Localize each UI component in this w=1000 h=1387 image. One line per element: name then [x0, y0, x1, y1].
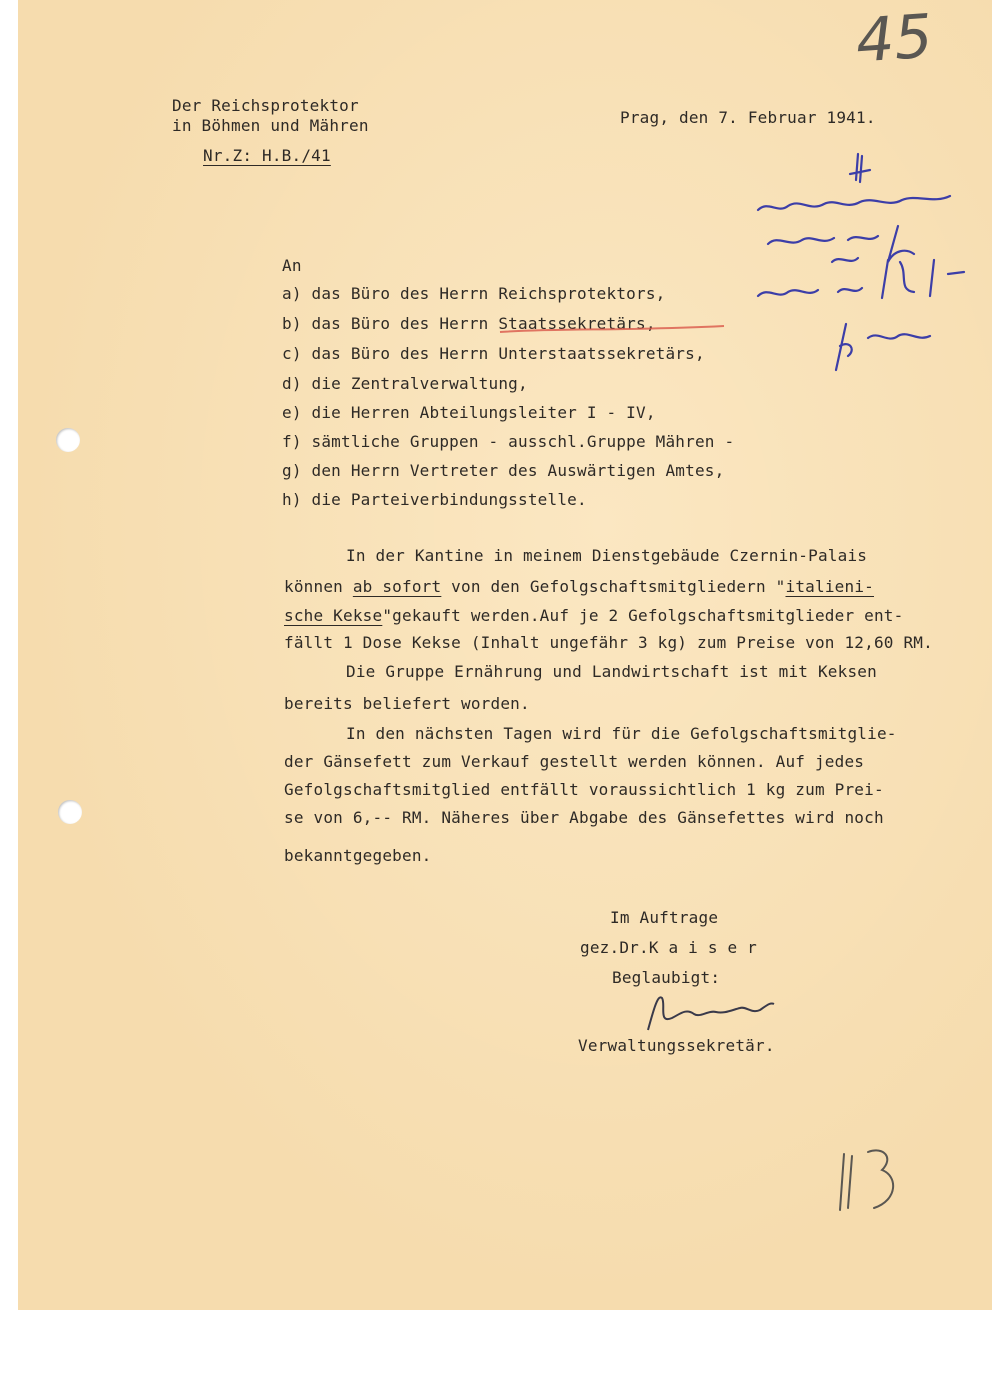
sender-line-1: Der Reichsprotektor: [172, 96, 359, 115]
handwritten-signature: [628, 988, 778, 1038]
punch-hole-top: [56, 428, 80, 452]
recipient-item: b) das Büro des Herrn Staatssekretärs,: [282, 314, 656, 333]
recipient-item: d) die Zentralverwaltung,: [282, 374, 528, 393]
place-date: Prag, den 7. Februar 1941.: [620, 108, 876, 127]
recipient-item: f) sämtliche Gruppen - ausschl.Gruppe Mähren -: [282, 432, 735, 451]
recipient-item: h) die Parteiverbindungsstelle.: [282, 490, 587, 509]
recipient-item: c) das Büro des Herrn Unterstaatssekretärs,: [282, 344, 705, 363]
body-line: fällt 1 Dose Kekse (Inhalt ungefähr 3 kg) zum Preise von 12,60 RM.: [284, 633, 933, 652]
body-line: bereits beliefert worden.: [284, 694, 530, 713]
page-number: 45: [853, 1, 935, 77]
underlined-ab-sofort: ab sofort: [352, 577, 442, 596]
closing-line: Im Auftrage: [610, 908, 719, 927]
body-line: der Gänsefett zum Verkauf gestellt werden können. Auf jedes: [284, 752, 865, 771]
sender-line-2: in Böhmen und Mähren: [172, 116, 369, 135]
body-line: bekanntgegeben.: [284, 846, 432, 865]
body-line: In der Kantine in meinem Dienstgebäude Czernin-Palais: [346, 546, 868, 565]
body-line: Die Gruppe Ernährung und Landwirtschaft ist mit Keksen: [346, 662, 877, 681]
recipient-intro: An: [282, 256, 302, 275]
recipient-item: e) die Herren Abteilungsleiter I - IV,: [282, 403, 656, 422]
pencil-mark: [818, 1140, 918, 1220]
reference-number: Nr.Z: H.B./41: [203, 146, 331, 165]
body-line: In den nächsten Tagen wird für die Gefolgschaftsmitglie-: [346, 724, 897, 743]
document-page: [18, 0, 992, 1310]
underlined-italienische: italieni-: [785, 577, 874, 596]
body-line: können ab sofort von den Gefolgschaftsmitgliedern "italieni-: [284, 577, 874, 596]
red-pencil-underline: [498, 322, 728, 338]
body-line: Gefolgschaftsmitglied entfällt voraussichtlich 1 kg zum Prei-: [284, 780, 884, 799]
body-line: sche Kekse"gekauft werden.Auf je 2 Gefolgschaftsmitglieder ent-: [284, 606, 904, 625]
closing-certified: Beglaubigt:: [612, 968, 721, 987]
punch-hole-bottom: [58, 800, 82, 824]
underlined-kekse: sche Kekse: [284, 606, 383, 625]
handwritten-receipt-annotation: [738, 150, 988, 390]
body-line: se von 6,-- RM. Näheres über Abgabe des Gänsefettes wird noch: [284, 808, 884, 827]
recipient-item: a) das Büro des Herrn Reichsprotektors,: [282, 284, 666, 303]
closing-title: Verwaltungssekretär.: [578, 1036, 775, 1055]
recipient-item: g) den Herrn Vertreter des Auswärtigen Amtes,: [282, 461, 725, 480]
closing-signatory: gez.Dr.K a i s e r: [580, 938, 757, 957]
